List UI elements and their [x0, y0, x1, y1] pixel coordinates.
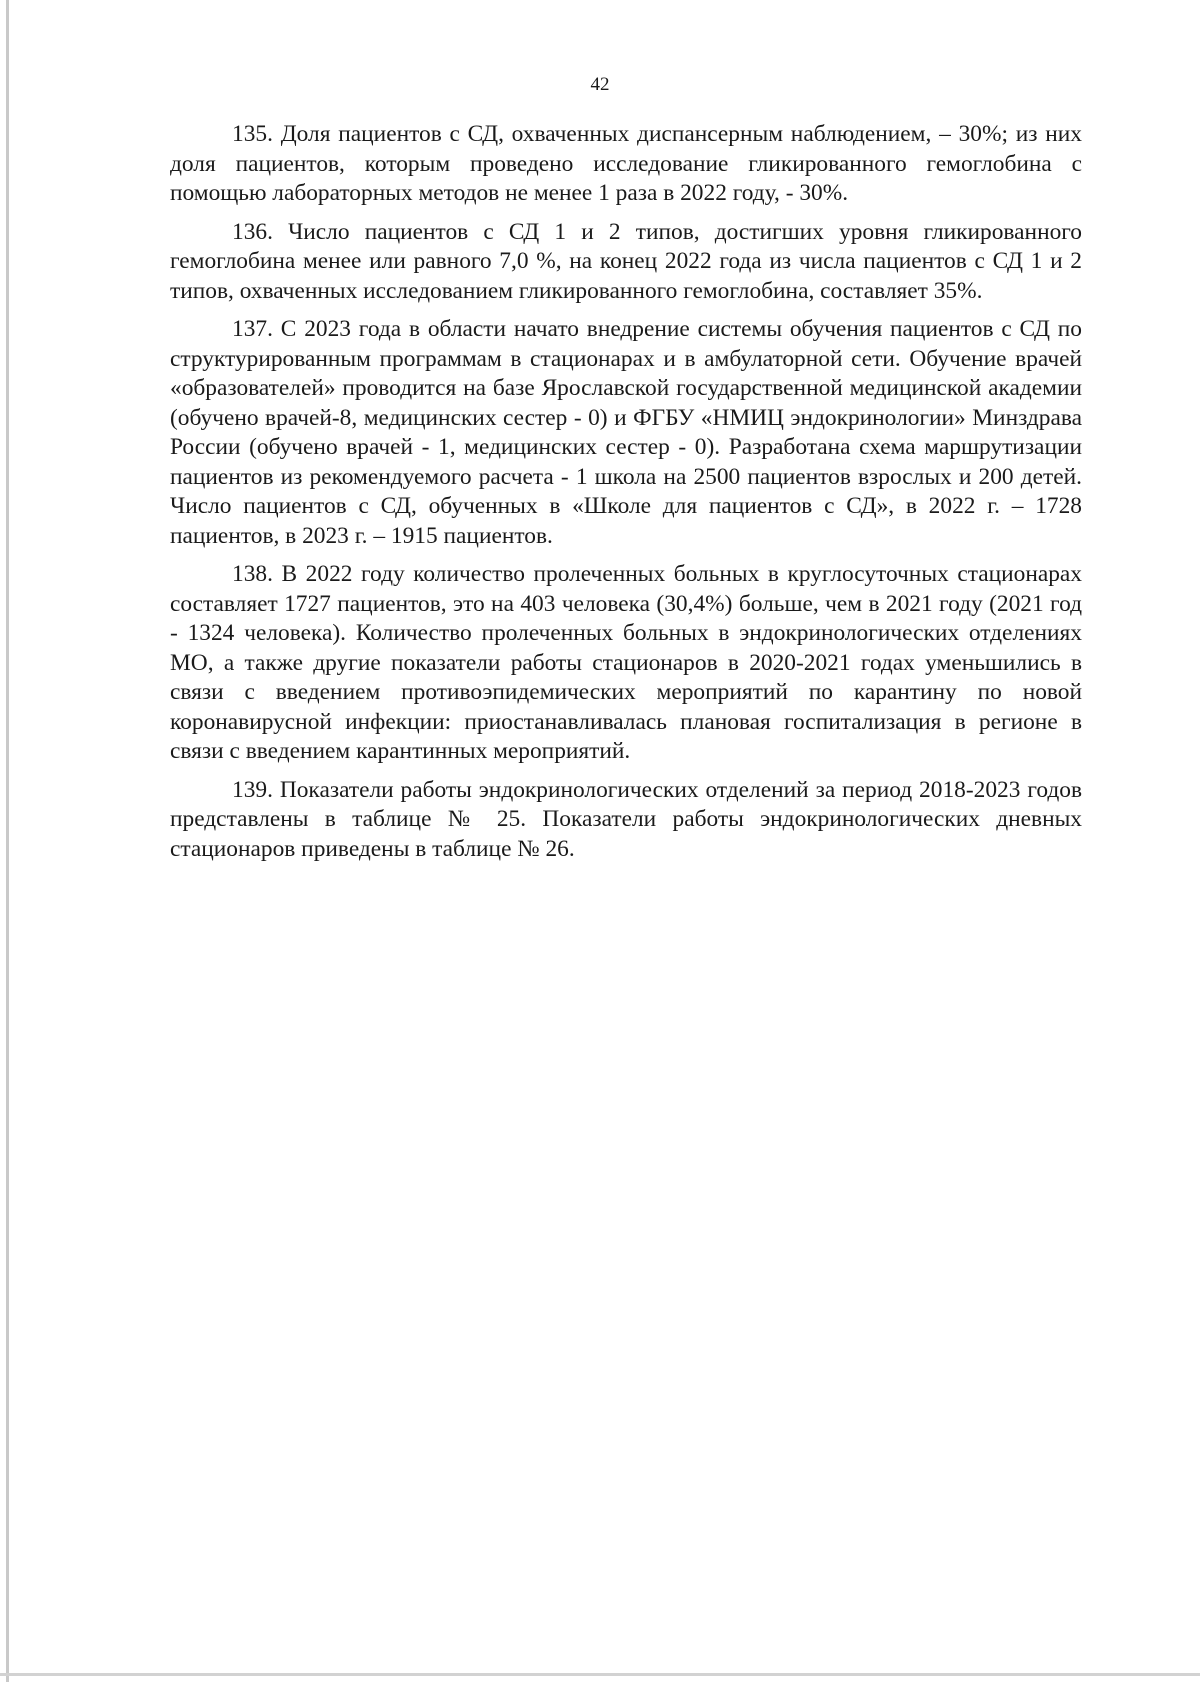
paragraph-136: 136. Число пациентов с СД 1 и 2 типов, достигших уровня гликированного гемоглобина менее или равного 7,0 %, на конец 2022 года из числа пациентов с СД 1 и 2 типов, охваченных исследованием гликированного гемоглобина, составляет 35%. — [170, 218, 1082, 304]
scan-edge-left — [6, 0, 9, 1682]
paragraph-135: 135. Доля пациентов с СД, охваченных диспансерным наблюдением, – 30%; из них доля пациентов, которым проведено исследование гликированного гемоглобина с помощью лабораторных методов не менее 1 раза в 2022 году, - 30%. — [170, 121, 1082, 206]
paragraph-137: 137. С 2023 года в области начато внедрение системы обучения пациентов с СД по структурированным программам в стационарах и в амбулаторной сети. Обучение врачей «образователей» проводится на базе Ярославской государственной медицинской академии (обучено врачей-8, медицинских сестер - 0) и ФГБУ «НМИЦ эндокринологии» Минздрава России (обучено врачей - 1, медицинских сестер - 0). Разработана схема маршрутизации пациентов из рекомендуемого расчета - 1 школа на 2500 пациентов взрослых и 200 детей. Число пациентов с СД, обученных в «Школе для пациентов с СД», в 2022 г. – 1728 пациентов, в 2023 г. – 1915 пациентов. — [170, 316, 1082, 549]
body-text — [170, 120, 1082, 873]
paragraph-138: 138. В 2022 году количество пролеченных больных в круглосуточных стационарах составляет 1727 пациентов, это на 403 человека (30,4%) больше, чем в 2021 году (2021 год - 1324 человека). Количество пролеченных больных в эндокринологических отделениях МО, а также другие показатели работы стационаров в 2020-2021 годах уменьшились в связи с введением противоэпидемических мероприятий по карантину по новой коронавирусной инфекции: приостанавливалась плановая госпитализация в регионе в связи с введением карантинных мероприятий. — [170, 561, 1082, 764]
paragraph-139: 139. Показатели работы эндокринологических отделений за период 2018-2023 годов представлены в таблице № 25. Показатели работы эндокринологических дневных стационаров приведены в таблице № 26. — [170, 776, 1082, 862]
page-number: 42 — [590, 74, 610, 95]
scan-edge-bottom — [0, 1673, 1200, 1676]
